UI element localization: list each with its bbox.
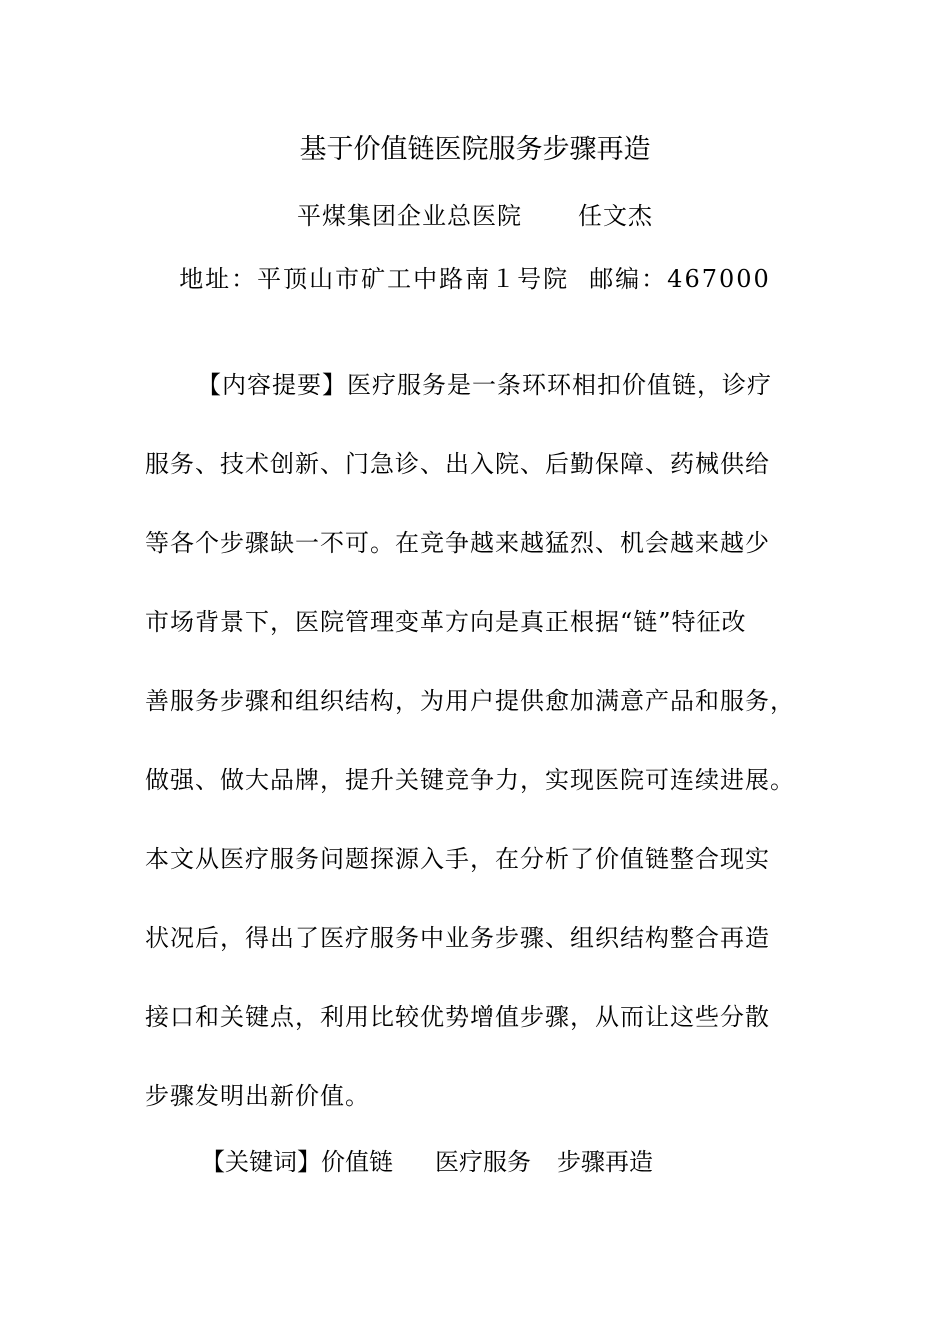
keyword-item: 步骤再造 (557, 1148, 653, 1176)
address-text: 地址：平顶山市矿工中路南１号院 (179, 265, 570, 293)
abstract-line-text: 接口和关键点，利用比较优势增值步骤，从而让这些分散 (145, 1003, 770, 1031)
abstract-line (145, 504, 805, 583)
keywords-line (145, 1140, 805, 1184)
abstract-line (145, 425, 805, 504)
abstract-line (145, 662, 805, 741)
abstract-line (145, 1057, 805, 1136)
abstract-line-text: 服务、技术创新、门急诊、出入院、后勤保障、药械供给 (145, 450, 770, 478)
postcode-text: 邮编：467000 (589, 265, 771, 293)
abstract-line (145, 346, 805, 425)
author-line (0, 196, 950, 236)
document-title: 基于价值链医院服务步骤再造 (299, 134, 651, 165)
abstract-line (145, 583, 805, 662)
abstract-line-text: 市场背景下，医院管理变革方向是真正根据“链”特征改 (145, 608, 747, 636)
abstract-line-text: 【内容提要】医疗服务是一条环环相扣价值链，诊疗 (197, 371, 772, 399)
abstract-line-text: 善服务步骤和组织结构，为用户提供愈加满意产品和服务， (145, 687, 795, 715)
keyword-item: 医疗服务 (435, 1148, 531, 1176)
author-organization: 平煤集团企业总医院 (297, 202, 522, 230)
abstract-line-text: 做强、做大品牌，提升关键竞争力，实现医院可连续进展。 (145, 766, 795, 794)
abstract-paragraph (145, 346, 805, 1136)
abstract-line-text: 等各个步骤缺一不可。在竞争越来越猛烈、机会越来越少 (145, 529, 770, 557)
abstract-line-text: 本文从医疗服务问题探源入手，在分析了价值链整合现实 (145, 845, 770, 873)
address-line (0, 258, 950, 300)
author-name: 任文杰 (578, 202, 653, 230)
abstract-line-text: 步骤发明出新价值。 (145, 1082, 370, 1110)
keywords-label: 【关键词】 (201, 1148, 321, 1176)
abstract-line-text: 状况后，得出了医疗服务中业务步骤、组织结构整合再造 (145, 924, 770, 952)
abstract-line (145, 978, 805, 1057)
abstract-line (145, 741, 805, 820)
keyword-item: 价值链 (321, 1148, 393, 1176)
abstract-line (145, 899, 805, 978)
abstract-line (145, 820, 805, 899)
